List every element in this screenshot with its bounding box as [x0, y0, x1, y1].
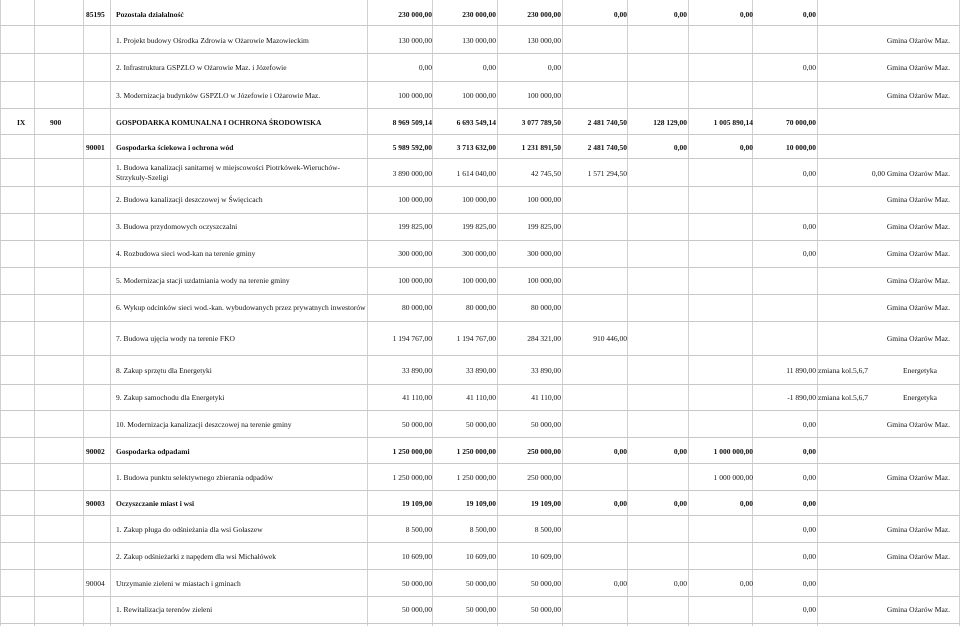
value-col1: 100 000,00 — [398, 276, 432, 285]
value-col4: 0,00 — [613, 499, 627, 508]
institution: Gmina Ożarów Maz. — [886, 249, 950, 258]
value-col2: 130 000,00 — [462, 36, 496, 45]
value-col1: 100 000,00 — [398, 195, 432, 204]
value-col2: 10 609,00 — [466, 552, 496, 561]
value-col4: 2 481 740,50 — [587, 118, 627, 127]
value-col1: 8 969 509,14 — [392, 118, 432, 127]
row-divider — [0, 410, 960, 411]
row-name: 2. Zakup odśnieżarki z napędem dla wsi Michałówek — [116, 552, 276, 561]
section-code: 90004 — [86, 579, 105, 588]
row-divider — [0, 25, 960, 26]
value-col2: 100 000,00 — [462, 195, 496, 204]
institution: Gmina Ożarów Maz. — [886, 303, 950, 312]
value-col4: 0,00 — [613, 579, 627, 588]
value-col1: 300 000,00 — [398, 249, 432, 258]
row-divider — [0, 81, 960, 82]
row-divider — [0, 108, 960, 109]
row-name: 1. Budowa punktu selektywnego zbierania odpadów — [116, 473, 274, 482]
value-col5: 0,00 — [673, 447, 687, 456]
value-col5: 0,00 — [673, 143, 687, 152]
column-divider — [562, 0, 563, 626]
value-col7: 0,00 — [802, 473, 816, 482]
value-col3: 50 000,00 — [531, 579, 561, 588]
value-col2: 50 000,00 — [466, 420, 496, 429]
value-col3: 284 321,00 — [527, 334, 561, 343]
row-divider — [0, 355, 960, 356]
section-code: 85195 — [86, 10, 105, 19]
row-name: 1. Rewitalizacja terenów zieleni — [116, 605, 213, 614]
value-col3: 130 000,00 — [527, 36, 561, 45]
value-col7: 0,00 — [802, 447, 816, 456]
value-col7: 0,00 — [802, 222, 816, 231]
row-name: 7. Budowa ujęcia wody na terenie FKO — [116, 334, 235, 343]
row-divider — [0, 186, 960, 187]
value-col7: 0,00 — [802, 10, 816, 19]
column-divider — [432, 0, 433, 626]
column-divider — [83, 0, 84, 626]
value-col7: 0,00 — [802, 579, 816, 588]
value-col2: 230 000,00 — [462, 10, 496, 19]
institution: Gmina Ożarów Maz. — [886, 63, 950, 72]
row-divider — [0, 623, 960, 624]
institution: Gmina Ożarów Maz. — [886, 36, 950, 45]
value-col5: 0,00 — [673, 579, 687, 588]
value-col3: 3 077 789,50 — [521, 118, 561, 127]
value-col7: 10 000,00 — [786, 143, 816, 152]
value-col1: 50 000,00 — [402, 605, 432, 614]
value-col6: 0,00 — [739, 579, 753, 588]
value-col7: 0,00 — [802, 63, 816, 72]
value-col2: 50 000,00 — [466, 579, 496, 588]
row-name: Pozostała działalność — [116, 10, 184, 19]
institution: Energetyka — [903, 366, 938, 375]
row-name: 2. Infrastruktura GSPZLO w Ożarowie Maz. i Józefowie — [116, 63, 287, 72]
value-col3: 80 000,00 — [531, 303, 561, 312]
institution: Gmina Ożarów Maz. — [886, 552, 950, 561]
value-col2: 3 713 632,00 — [456, 143, 496, 152]
value-col1: 3 890 000,00 — [392, 169, 432, 178]
row-name: 8. Zakup sprzętu dla Energetyki — [116, 366, 212, 375]
row-divider — [0, 267, 960, 268]
section-code: 90003 — [86, 499, 105, 508]
value-col1: 1 250 000,00 — [392, 473, 432, 482]
row-name: Utrzymanie zieleni w miastach i gminach — [116, 579, 241, 588]
column-divider — [497, 0, 498, 626]
row-divider — [0, 542, 960, 543]
column-divider — [688, 0, 689, 626]
value-col3: 1 231 891,50 — [521, 143, 561, 152]
value-col2: 80 000,00 — [466, 303, 496, 312]
value-col4: 0,00 — [613, 447, 627, 456]
column-divider — [367, 0, 368, 626]
value-col7: 0,00 — [802, 169, 816, 178]
column-divider — [0, 0, 1, 626]
row-name: 5. Modernizacja stacji uzdatniania wody na terenie gminy — [116, 276, 290, 285]
row-divider — [0, 213, 960, 214]
institution: Gmina Ożarów Maz. — [886, 605, 950, 614]
value-col3: 250 000,00 — [527, 447, 561, 456]
value-col1: 50 000,00 — [402, 420, 432, 429]
row-divider — [0, 490, 960, 491]
value-col1: 130 000,00 — [398, 36, 432, 45]
row-divider — [0, 463, 960, 464]
section-code: 900 — [50, 118, 62, 127]
value-col3: 100 000,00 — [527, 195, 561, 204]
institution: Gmina Ożarów Maz. — [886, 473, 950, 482]
change-note: zmiana kol.5,6,7 — [818, 366, 868, 375]
value-col4: 0,00 — [613, 10, 627, 19]
section-code: 90001 — [86, 143, 105, 152]
value-col7: 11 890,00 — [786, 366, 816, 375]
value-col2: 300 000,00 — [462, 249, 496, 258]
row-name: 9. Zakup samochodu dla Energetyki — [116, 393, 225, 402]
row-name: 1. Zakup pługa do odśnieżania dla wsi Gołaszew — [116, 525, 263, 534]
institution: Gmina Ożarów Maz. — [886, 525, 950, 534]
row-divider — [0, 294, 960, 295]
row-divider — [0, 596, 960, 597]
row-name: 3. Modernizacja budynków GSPZLO w Józefowie i Ożarowie Maz. — [116, 91, 321, 100]
row-divider — [0, 158, 960, 159]
row-name: GOSPODARKA KOMUNALNA I OCHRONA ŚRODOWISKA — [116, 118, 322, 127]
value-col2: 199 825,00 — [462, 222, 496, 231]
value-col3: 300 000,00 — [527, 249, 561, 258]
institution: Gmina Ożarów Maz. — [886, 276, 950, 285]
value-col3: 100 000,00 — [527, 276, 561, 285]
row-name: 2. Budowa kanalizacji deszczowej w Święcicach — [116, 195, 263, 204]
value-col2: 100 000,00 — [462, 276, 496, 285]
value-col2: 8 500,00 — [469, 525, 496, 534]
change-note: zmiana kol.5,6,7 — [818, 393, 868, 402]
value-col2: 50 000,00 — [466, 605, 496, 614]
row-divider — [0, 437, 960, 438]
value-col1: 19 109,00 — [402, 499, 432, 508]
value-col6: 1 005 890,14 — [713, 118, 753, 127]
value-col2: 1 250 000,00 — [456, 473, 496, 482]
value-col1: 8 500,00 — [405, 525, 432, 534]
row-divider — [0, 384, 960, 385]
row-divider — [0, 240, 960, 241]
value-col3: 50 000,00 — [531, 605, 561, 614]
value-col2: 33 890,00 — [466, 366, 496, 375]
value-col3: 10 609,00 — [531, 552, 561, 561]
value-col3: 230 000,00 — [527, 10, 561, 19]
value-col3: 50 000,00 — [531, 420, 561, 429]
row-divider — [0, 134, 960, 135]
value-col7: 0,00 — [802, 420, 816, 429]
value-col2: 1 194 767,00 — [456, 334, 496, 343]
value-col4: 2 481 740,50 — [587, 143, 627, 152]
value-col2: 1 250 000,00 — [456, 447, 496, 456]
value-col1: 1 250 000,00 — [392, 447, 432, 456]
row-name: 1. Projekt budowy Ośrodka Zdrowia w Ożarowie Mazowieckim — [116, 36, 309, 45]
value-col6: 0,00 — [739, 143, 753, 152]
institution: Gmina Ożarów Maz. — [886, 222, 950, 231]
value-col7: -1 890,00 — [787, 393, 816, 402]
value-col1: 33 890,00 — [402, 366, 432, 375]
value-col3: 19 109,00 — [531, 499, 561, 508]
value-col1: 80 000,00 — [402, 303, 432, 312]
row-name: Oczyszczanie miast i wsi — [116, 499, 195, 508]
institution: Gmina Ożarów Maz. — [886, 420, 950, 429]
column-divider — [817, 0, 818, 626]
row-name: 4. Rozbudowa sieci wod-kan na terenie gminy — [116, 249, 256, 258]
value-col3: 250 000,00 — [527, 473, 561, 482]
value-col7: 0,00 — [802, 249, 816, 258]
value-col3: 199 825,00 — [527, 222, 561, 231]
value-col2: 0,00 — [482, 63, 496, 72]
value-col4: 1 571 294,50 — [587, 169, 627, 178]
value-col7: 0,00 — [802, 605, 816, 614]
value-col7: 70 000,00 — [786, 118, 816, 127]
value-col2: 41 110,00 — [466, 393, 496, 402]
column-divider — [34, 0, 35, 626]
row-divider — [0, 321, 960, 322]
value-col1: 230 000,00 — [398, 10, 432, 19]
value-col2: 100 000,00 — [462, 91, 496, 100]
row-name: Gospodarka odpadami — [116, 447, 190, 456]
value-col3: 100 000,00 — [527, 91, 561, 100]
value-col2: 6 693 549,14 — [456, 118, 496, 127]
row-divider — [0, 515, 960, 516]
row-name: 3. Budowa przydomowych oczyszczalni — [116, 222, 238, 231]
value-col6: 0,00 — [739, 499, 753, 508]
institution: Gmina Ożarów Maz. — [886, 334, 950, 343]
division-code: IX — [17, 118, 26, 127]
value-col5: 0,00 — [673, 10, 687, 19]
value-col6: 1 000 000,00 — [713, 447, 753, 456]
value-col1: 0,00 — [418, 63, 432, 72]
value-col7: 0,00 — [802, 552, 816, 561]
row-name: 10. Modernizacja kanalizacji deszczowej na terenie gminy — [116, 420, 292, 429]
value-col1: 199 825,00 — [398, 222, 432, 231]
value-col3: 33 890,00 — [531, 366, 561, 375]
row-name: 1. Budowa kanalizacji sanitarnej w miejscowości Piotrkówek-Wieruchów-Strzykuły-Szeligi — [116, 163, 341, 182]
value-col5: 0,00 — [673, 499, 687, 508]
column-divider — [110, 0, 111, 626]
institution: Gmina Ożarów Maz. — [886, 91, 950, 100]
value-col6: 1 000 000,00 — [713, 473, 753, 482]
institution: 0,00 Gmina Ożarów Maz. — [871, 169, 950, 178]
institution: Gmina Ożarów Maz. — [886, 195, 950, 204]
row-divider — [0, 53, 960, 54]
value-col1: 41 110,00 — [402, 393, 432, 402]
column-divider — [752, 0, 753, 626]
value-col1: 10 609,00 — [402, 552, 432, 561]
value-col3: 0,00 — [547, 63, 561, 72]
value-col6: 0,00 — [739, 10, 753, 19]
section-code: 90002 — [86, 447, 105, 456]
value-col5: 128 129,00 — [653, 118, 687, 127]
value-col3: 42 745,50 — [531, 169, 561, 178]
value-col3: 8 500,00 — [534, 525, 561, 534]
value-col1: 5 989 592,00 — [392, 143, 432, 152]
value-col7: 0,00 — [802, 525, 816, 534]
value-col3: 41 110,00 — [531, 393, 561, 402]
institution: Energetyka — [903, 393, 938, 402]
row-name: 6. Wykup odcinków sieci wod.-kan. wybudowanych przez prywatnych inwestorów — [116, 303, 366, 312]
value-col1: 1 194 767,00 — [392, 334, 432, 343]
value-col4: 910 446,00 — [593, 334, 627, 343]
value-col1: 50 000,00 — [402, 579, 432, 588]
row-divider — [0, 569, 960, 570]
column-divider — [627, 0, 628, 626]
value-col7: 0,00 — [802, 499, 816, 508]
value-col1: 100 000,00 — [398, 91, 432, 100]
value-col2: 1 614 040,00 — [456, 169, 496, 178]
value-col2: 19 109,00 — [466, 499, 496, 508]
row-name: Gospodarka ściekowa i ochrona wód — [116, 143, 234, 152]
